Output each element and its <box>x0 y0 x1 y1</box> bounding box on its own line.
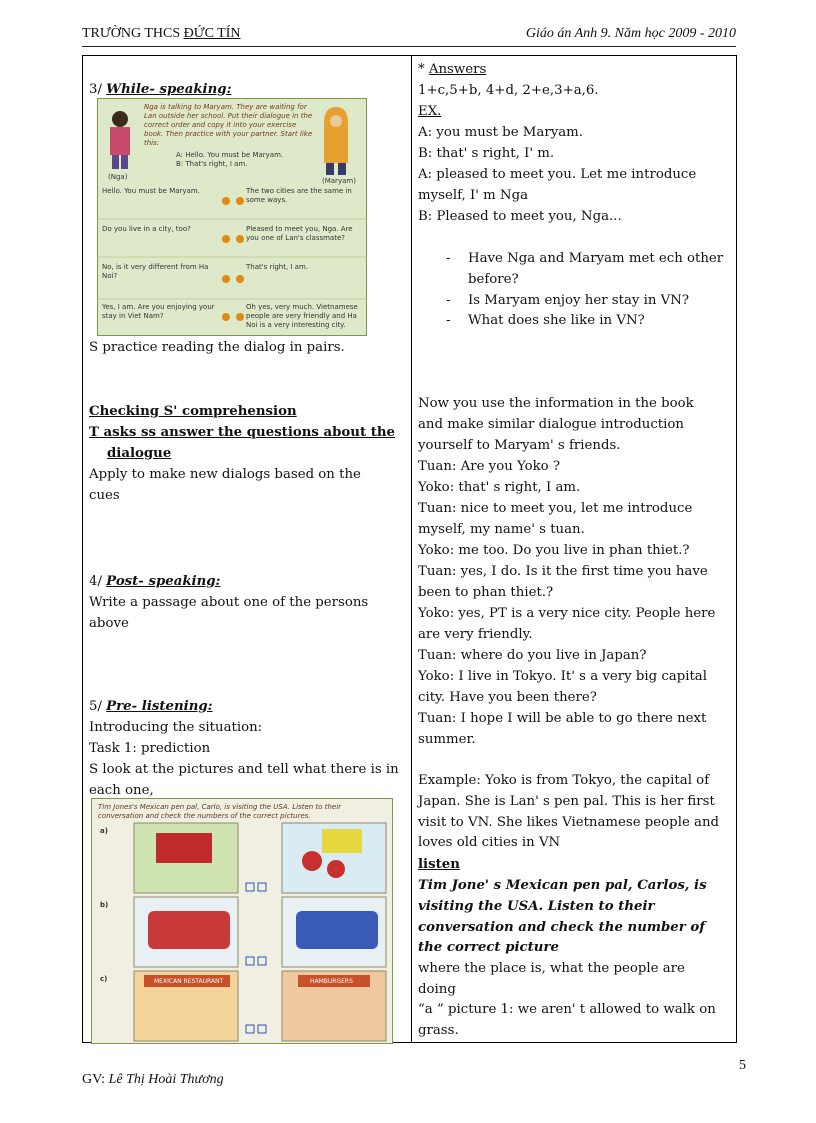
answers-heading <box>418 60 486 81</box>
question-list <box>418 249 736 332</box>
cue-1b: The two cities are the same in some ways. <box>246 187 352 204</box>
question-item: - What does she like in VN? <box>446 311 736 332</box>
cue-3a: No, is it very different from Ha Noi? <box>102 263 209 280</box>
post-number: 4/ <box>89 574 107 589</box>
dialogue-line-a: A: Hello. You must be Maryam. <box>176 151 284 159</box>
dialogue-picture <box>97 98 367 336</box>
tuan-line-2: Tuan: nice to meet you, let me introduce myself, my name' s tuan. <box>418 501 693 537</box>
introducing-note: Introducing the situation: <box>89 720 263 735</box>
example-paragraph: Example: Yoko is from Tokyo, the capital of Japan. She is Lan' s pen pal. This is her first visit to VN. She likes Vietnamese people and loves old cities in VN <box>418 773 720 851</box>
write-task: Write a passage about one of the persons above <box>89 595 369 631</box>
dialogue-line-3: A: pleased to meet you. Let me introduce myself, I' m Nga <box>418 167 697 203</box>
column-divider <box>411 56 412 1042</box>
teacher-name: Lê Thị Hoài Thương <box>108 1072 224 1087</box>
lesson-table <box>82 55 737 1043</box>
dialogue-line-1: A: you must be Maryam. <box>418 125 583 140</box>
tuan-line-1: Tuan: Are you Yoko ? <box>418 459 561 474</box>
cue-4a: Yes, I am. Are you enjoying your stay in Viet Nam? <box>102 303 215 320</box>
tuan-line-5: Tuan: I hope I will be able to go there next summer. <box>418 711 707 747</box>
tuan-line-3: Tuan: yes, I do. Is it the first time you have been to phan thiet.? <box>418 564 708 600</box>
picture-a-answer: “a ” picture 1: we aren' t allowed to walk on grass. <box>418 1002 716 1038</box>
similar-dialogue-note: Now you use the information in the book and make similar dialogue introduction yourself to Maryam' s friends. <box>418 396 694 453</box>
checking-heading: Checking S' comprehension <box>89 404 297 419</box>
example-label: EX. <box>418 104 442 119</box>
row-b-label: b) <box>100 901 109 909</box>
school-name-underlined: ĐỨC TÍN <box>183 26 241 41</box>
cue-2b: Pleased to meet you, Nga. Are you one of Lan's classmate? <box>246 225 353 242</box>
listening-illustration <box>92 799 392 1043</box>
pre-listening-heading <box>89 697 213 718</box>
listening-picture <box>91 798 393 1044</box>
cue-3b: That's right, I am. <box>246 263 309 271</box>
look-note: S look at the pictures and tell what there is in each one, <box>89 762 399 798</box>
answers-star: * <box>418 62 429 77</box>
apply-note: Apply to make new dialogs based on the cues <box>89 467 361 503</box>
page-header <box>82 26 736 47</box>
question-item: - Have Nga and Maryam met ech other before? <box>446 249 736 291</box>
page-number: 5 <box>739 1058 746 1073</box>
cue-2a: Do you live in a city, too? <box>102 225 191 233</box>
hamburgers-sign: HAMBURGERS <box>310 978 353 985</box>
teacher-label: GV: <box>82 1072 109 1087</box>
listening-caption: Tim Jones's Mexican pen pal, Carlo, is visiting the USA. Listen to their conversation and check the numbers of the correct pictures. <box>98 803 342 820</box>
where-note: where the place is, what the people are doing <box>418 961 685 997</box>
dialogue-line-2: B: that' s right, I' m. <box>418 146 555 161</box>
dialogue-instructions: Nga is talking to Maryam. They are waiting for Lan outside her school. Put their dialogue in the correct order and copy it into your exercise book. Then practice with your partner. Start like this: <box>144 103 313 147</box>
answer-key: 1+c,5+b, 4+d, 2+e,3+a,6. <box>418 83 599 98</box>
while-number: 3/ <box>89 82 107 97</box>
nga-caption: (Nga) <box>108 173 128 181</box>
post-title: Post- speaking: <box>106 574 221 589</box>
listen-heading: listen <box>418 857 460 872</box>
maryam-caption: (Maryam) <box>322 177 356 185</box>
school-prefix: TRƯỜNG THCS <box>82 26 184 41</box>
question-item: - Is Maryam enjoy her stay in VN? <box>446 291 736 312</box>
dialogue-line-b: B: That's right, I am. <box>176 160 248 168</box>
cue-1a: Hello. You must be Maryam. <box>102 187 200 195</box>
cue-4b: Oh yes, very much. Vietnamese people are very friendly and Ha Noi is a very interesting city. <box>246 303 358 329</box>
while-title: While- speaking: <box>106 82 232 97</box>
row-c-label: c) <box>100 975 108 983</box>
task1-note: Task 1: prediction <box>89 741 211 756</box>
answers-label: Answers <box>428 62 487 77</box>
dialogue-line-4: B: Pleased to meet you, Nga... <box>418 209 622 224</box>
yoko-line-1: Yoko: that' s right, I am. <box>418 480 581 495</box>
subject-title: Giáo án Anh 9. Năm học 2009 - 2010 <box>525 26 736 41</box>
pre-title: Pre- listening: <box>106 699 213 714</box>
row-a-label: a) <box>100 827 108 835</box>
practice-note: S practice reading the dialog in pairs. <box>89 340 345 355</box>
listen-description: Tim Jone' s Mexican pen pal, Carlos, is visiting the USA. Listen to their conversation and check the number of the correct picture <box>418 878 707 956</box>
post-speaking-heading <box>89 572 220 593</box>
pre-number: 5/ <box>89 699 107 714</box>
school-name <box>82 26 241 42</box>
yoko-line-4: Yoko: I live in Tokyo. It' s a very big capital city. Have you been there? <box>418 669 707 705</box>
tuan-line-4: Tuan: where do you live in Japan? <box>418 648 647 663</box>
restaurant-sign: MEXICAN RESTAURANT <box>154 978 224 985</box>
task-ask-heading: T asks ss answer the questions about the dialogue <box>89 425 396 461</box>
yoko-line-2: Yoko: me too. Do you live in phan thiet.? <box>418 543 690 558</box>
yoko-line-3: Yoko: yes, PT is a very nice city. People here are very friendly. <box>418 606 716 642</box>
page-footer <box>82 1072 224 1088</box>
